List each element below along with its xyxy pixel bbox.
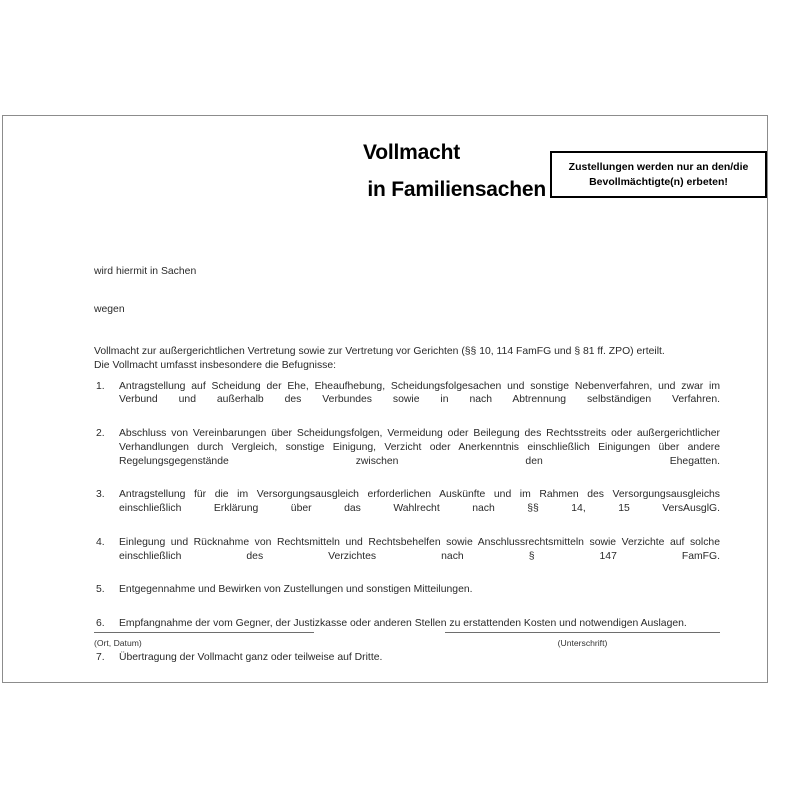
clause-number: 5.	[96, 584, 105, 596]
clause-item	[94, 536, 720, 577]
grant-paragraph-line-2: Die Vollmacht umfasst insbesondere die Befugnisse:	[94, 359, 337, 371]
clause-text: Übertragung der Vollmacht ganz oder teilweise auf Dritte.	[119, 651, 383, 663]
clause-text: Abschluss von Vereinbarungen über Scheidungsfolgen, Vermeidung oder Beilegung des Rechtsstreits oder außergerichtlicher Verhandlungen durch Vergleich, sonstige Einigung, Verzicht oder Anerkenntnis einschließlich Einigungen über andere Regelungsgegenstände zwischen den Ehegatten.	[119, 428, 720, 467]
clause-item	[94, 488, 720, 529]
clause-number: 6.	[96, 618, 105, 630]
document-page	[2, 115, 768, 683]
clause-number: 2.	[96, 428, 105, 440]
clause-number: 3.	[96, 489, 105, 501]
service-notice-line-1: Zustellungen werden nur an den/die	[568, 160, 749, 173]
place-date-signature-line	[94, 632, 314, 633]
place-date-signature-block	[94, 632, 314, 648]
clause-item	[94, 427, 720, 482]
clause-text: Empfangnahme der vom Gegner, der Justizkasse oder anderen Stellen zu erstattenden Kosten und notwendigen Auslagen.	[119, 618, 687, 630]
page-title	[3, 142, 548, 200]
service-notice-line-2: Bevollmächtigte(n) erbeten!	[589, 175, 728, 188]
signature-caption: (Unterschrift)	[557, 638, 608, 648]
document-header	[3, 142, 767, 224]
signature-area	[94, 632, 720, 672]
clause-number: 1.	[96, 380, 105, 392]
service-notice-box	[550, 151, 767, 198]
place-date-caption: (Ort, Datum)	[94, 638, 142, 648]
clause-text: Antragstellung für die im Versorgungsausgleich erforderlichen Auskünfte und im Rahmen des Versorgungsausgleichs einschließlich Erklärung über das Wahlrecht nach §§ 14, 15 VersAusglG.	[119, 489, 720, 515]
clause-text: Antragstellung auf Scheidung der Ehe, Eheaufhebung, Scheidungsfolgesachen und sonstige Nebenverfahren, und zwar im Verbund und außerhalb des Verbundes sowie in nach Abtrennung selbständigen Verfahren.	[119, 380, 720, 406]
clause-text: Einlegung und Rücknahme von Rechtsmitteln und Rechtsbehelfen sowie Anschlussrechtsmitteln sowie Verzichte auf solche einschließlich des Verzichtes nach § 147 FamFG.	[119, 536, 720, 562]
page-title-line-2: in Familiensachen	[367, 178, 546, 201]
clause-number: 7.	[96, 651, 105, 663]
matter-field-label: wird hiermit in Sachen	[94, 266, 197, 277]
signature-block	[445, 632, 720, 648]
document-body	[94, 266, 720, 678]
grant-paragraph	[94, 345, 720, 373]
clause-item	[94, 380, 720, 421]
page-title-line-1: Vollmacht	[363, 141, 460, 164]
clause-number: 4.	[96, 536, 105, 548]
grant-paragraph-line-1: Vollmacht zur außergerichtlichen Vertretung sowie zur Vertretung vor Gerichten (§§ 10, 114 FamFG und § 81 ff. ZPO) erteilt.	[94, 345, 665, 357]
reason-field-label: wegen	[94, 304, 125, 316]
clause-text: Entgegennahme und Bewirken von Zustellungen und sonstigen Mitteilungen.	[119, 584, 473, 596]
signature-line	[445, 632, 720, 633]
clause-item	[94, 583, 720, 611]
